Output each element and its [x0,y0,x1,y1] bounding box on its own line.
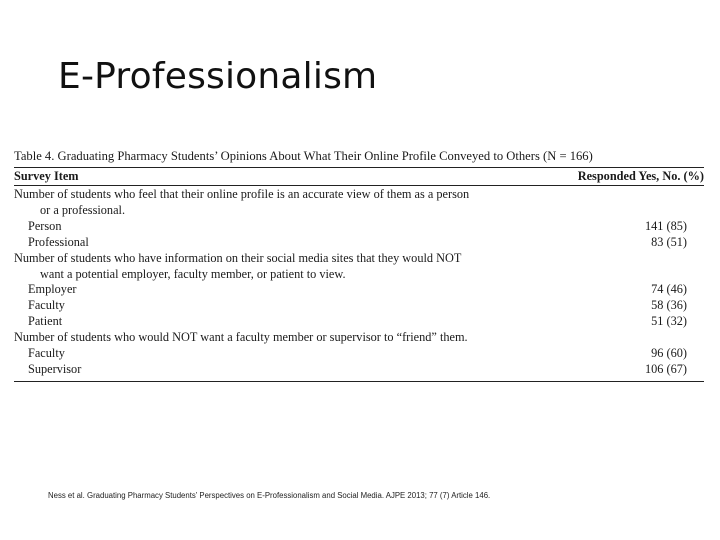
row-value: 58 (36) [651,298,687,313]
table-row [14,314,704,330]
table-row [14,362,704,378]
row-value: 83 (51) [651,234,687,249]
table-row [14,251,704,267]
row-label: or a professional. [40,202,126,217]
row-label: Number of students who feel that their online profile is an accurate view of them as a person [14,187,470,201]
table-caption: Table 4. Graduating Pharmacy Students’ Opinions About What Their Online Profile Conveyed to Others (N = 166) [14,149,593,163]
row-label: Patient [28,314,63,329]
row-label: Employer [28,282,77,297]
row-label: Person [28,218,62,233]
row-value: 141 (85) [644,218,687,233]
table-row [14,267,704,283]
header-responded-yes: Responded Yes, No. (%) [577,169,704,183]
table-row [14,346,704,362]
table-bottom-rule [14,381,704,382]
row-label: Number of students who would NOT want a faculty member or supervisor to “friend” them. [14,330,468,345]
row-value [614,203,704,219]
row-value [614,251,704,267]
table-row [14,187,704,203]
row-value: 106 (67) [644,361,687,376]
row-label: Number of students who have information on their social media sites that they would NOT [14,250,462,265]
row-value [614,187,704,203]
table-row [14,203,704,219]
slide-title: E-Professionalism [58,56,378,97]
survey-table [14,148,704,382]
row-value: 74 (46) [651,282,687,297]
citation: Ness et al. Graduating Pharmacy Students’ Perspectives on E-Professionalism and Social Media. AJPE 2013; 77 (7) Article 146. [48,491,491,500]
row-value [614,267,704,283]
row-label: Faculty [28,298,65,313]
row-value: 96 (60) [651,346,687,361]
table-body [14,186,704,378]
table-row [14,330,704,346]
table-row [14,235,704,251]
table-row [14,282,704,298]
table-header-row [14,168,704,185]
header-survey-item: Survey Item [14,169,79,183]
row-value: 51 (32) [651,314,687,329]
table-row [14,219,704,235]
row-value [614,330,704,346]
row-label: Supervisor [28,361,82,376]
table-row [14,298,704,314]
row-label: want a potential employer, faculty member, or patient to view. [40,266,346,281]
row-label: Faculty [28,346,65,361]
row-label: Professional [28,234,89,249]
